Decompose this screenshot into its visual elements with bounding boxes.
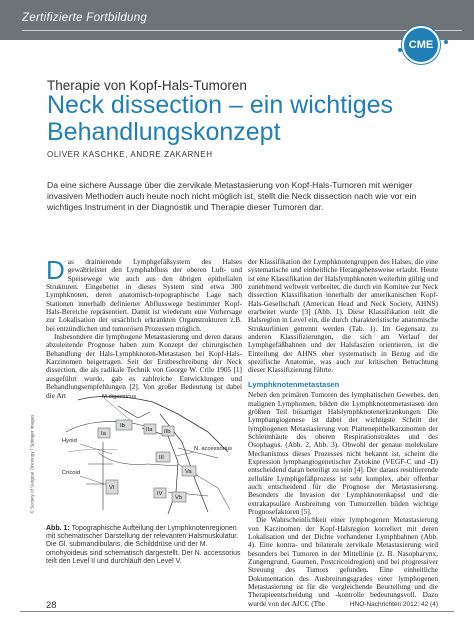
paragraph: Die Wahrscheinlichkeit einer lymphogenen Metastasierung von Karzinomen der Kopf-Halsregion korreliert mit deren Lokalisation und der Dichte vorhandener Lymphbahnen (Abb. 4). Eine kontra- und bilaterale zervikale Metastasierung wird besonders bei Tumoren in der Mittellinie (z. B. Nasopharynx, Zungengrund, Gaumen, Postcricoidregion) und bei progressiver Streuung des Tumors gefunden. Eine einheitliche Dokumentation des Ausbreitungsgrades einer lymphogenen Metastasierung ist für die vergleichende Beurteilung und die Therapieentscheidung und -kontrolle bedeutungsvoll. Dazu wurde von der AJCC (The <box>248 515 438 608</box>
footer-divider <box>20 611 454 612</box>
label-va: Va <box>185 469 192 475</box>
section-label: Zertifizierte Fortbildung <box>22 12 148 24</box>
label-vi: VI <box>109 485 115 491</box>
article-title: Neck dissection – ein wichtiges Behandlungskonzept <box>47 91 393 146</box>
section-header-bar <box>0 0 474 40</box>
label-iib: IIb <box>164 429 171 435</box>
paragraph: as drainierende Lymphgefäßsystem des Halses gewährleistet den Lymphabfluss der oberen Luft- und Speisewege wie auch aus den übrigen epithelialen Strukturen. Eingebettet in dieses System sind etwa 300 Lymphknoten, deren anatomisch-topographische Lage nach Stationen innerhalb definierter Abflusswege bestimmter Kopf-Hals-Bereiche repräsentiert. Damit ist wiederum eine Vorhersage zur Lokalisation der ursächlich erkrankten Organstrukturen z.B. bei entzündlichen und tumorösen Prozessen möglich. <box>46 257 242 333</box>
label-iia: IIa <box>146 427 153 433</box>
label-hyoid: Hyoid <box>62 438 77 444</box>
label-iv: IV <box>157 491 163 497</box>
badge-dot <box>398 48 402 52</box>
label-vb: Vb <box>175 495 183 501</box>
article-lead: Da eine sichere Aussage über die zervikale Metastasierung von Kopf-Hals-Tumoren mit weniger invasiven Methoden auch heute noch nicht möglich ist, stellt die Neck dissection nach wie vor ein wichtiges Instrument in der Diagnostik und Therapie dieser Tumoren dar. <box>47 180 417 213</box>
caption-label: Abb. 1: <box>46 525 70 532</box>
paragraph: der Klassifikation der Lymphknotengruppen des Halses, die eine systematische und einheitliche Herangehensweise erlaubt. Heute ist eine Klassifikation der Halslymphknoten weiterhin gültig und zunehmend weltweit verbreitet, die durch ein Komitee zur Neck dissection Klassifikation innerhalb der amerikanischen Kopf-Hals-Gesellschaft (American Head and Neck Society, AHNS) erarbeitet wurde [3] (Abb. 1). Diese Klassifikation teilt die Halsregion in Level ein, die durch charakteristische anatomische Strukturlinien getrennt werden (Tab. 1). Im Gegensatz zu anderen Klassifizierungen, die sich am Verlauf der Lymphgefäßbahnen und der Halsfaszien orientieren, ist die Einteilung der AHNS eher systematisch in Bezug auf die spezifische Anatomie, was auch zur kritischen Betrachtung dieser Klassifizierung führte. <box>248 257 438 375</box>
figure-caption <box>46 525 242 566</box>
article-kicker: Therapie von Kopf-Hals-Tumoren <box>47 78 247 93</box>
section-heading: Lymphknotenmetastasen <box>248 379 340 389</box>
paragraph: Insbesondere die lymphogene Metastasierung und deren daraus abzuleitende Prognose haben zum Konzept der chirurgischen Behandlung der Hals-Lymphknoten-Metastasen bei Kopf-Hals-Karzinomen beigetragen. Seit der Erstbeschreibung der Neck dissection, die als radikale Technik von George W. Crile 1905 [1] ausgeführt wurde, gab es zahlreiche Entwicklungen und Behandlungsempfehlungen [2]. Von großer Bedeutung ist dabei die Art <box>46 332 242 400</box>
drop-cap: D <box>46 255 65 285</box>
label-n-accessorius: N. accessorius <box>194 446 233 452</box>
badge-dot <box>444 40 448 44</box>
label-m-digastricus: M.digastricus <box>102 394 137 400</box>
body-column-left <box>46 255 242 400</box>
cme-badge: CME <box>402 26 440 64</box>
neck-levels-figure <box>58 392 238 518</box>
caption-text: Topographische Aufteilung der Lymphknotenregionen mit schematischer Darstellung der relevanten Halsmuskulatur. Die Gl. submandibularis, die Schilddrüse und der M. omohyoideus sind schematisch dargestellt. Der N. accessorius teilt den Level II und durchläuft den Level V. <box>46 525 241 565</box>
neck-levels-diagram <box>58 392 238 518</box>
page-number: 28 <box>46 600 57 611</box>
label-ia: Ia <box>101 431 106 437</box>
label-cricoid: Cricoid <box>62 470 81 476</box>
image-credit: © Society of Surgical Oncology / Springer Images <box>29 414 35 514</box>
article-authors: OLIVER KASCHKE, ANDRE ZAKARNEH <box>47 150 213 159</box>
journal-citation: HNO-Nachrichten 2012; 42 (4) <box>349 601 438 608</box>
label-iii: III <box>159 455 164 461</box>
body-column-right <box>248 258 438 608</box>
label-ib: Ib <box>120 423 125 429</box>
header-divider <box>22 30 462 31</box>
paragraph: Neben den primären Tumoren des lymphatischen Gewebes, den malignen Lymphomen, bilden die Lymphknotenmetastasen den größten Teil bösartiger Halslymphknotenerkrankungen. Die Lymphangiogenese ist dabei der wichtigste Schritt der lymphogenen Metastasierung von Plattenepithelkarzinomen der Schleimhäute des oberen Respirationstraktes und des Ösophagus. (Abb. 2, Abb. 3). Obwohl der genaue molekulare Mechanismus dieses Prozesses nicht bekannt ist, scheint die Expression lymphangiogenetischer Zytokine (VEGF-C und -D) entscheidend daran beteiligt zu sein [4]. Der daraus resultierende zelluläre Lymphgefäßprozess ist sehr komplex, aber offenbar auch entscheidend für die Prognose der Metastasierung. Besonders die Invasion der Lymphknotenkapsel und die extrakapsuläre Ausbreitung von Tumorzellen bilden wichtige Prognosefaktoren [5]. <box>248 390 438 516</box>
